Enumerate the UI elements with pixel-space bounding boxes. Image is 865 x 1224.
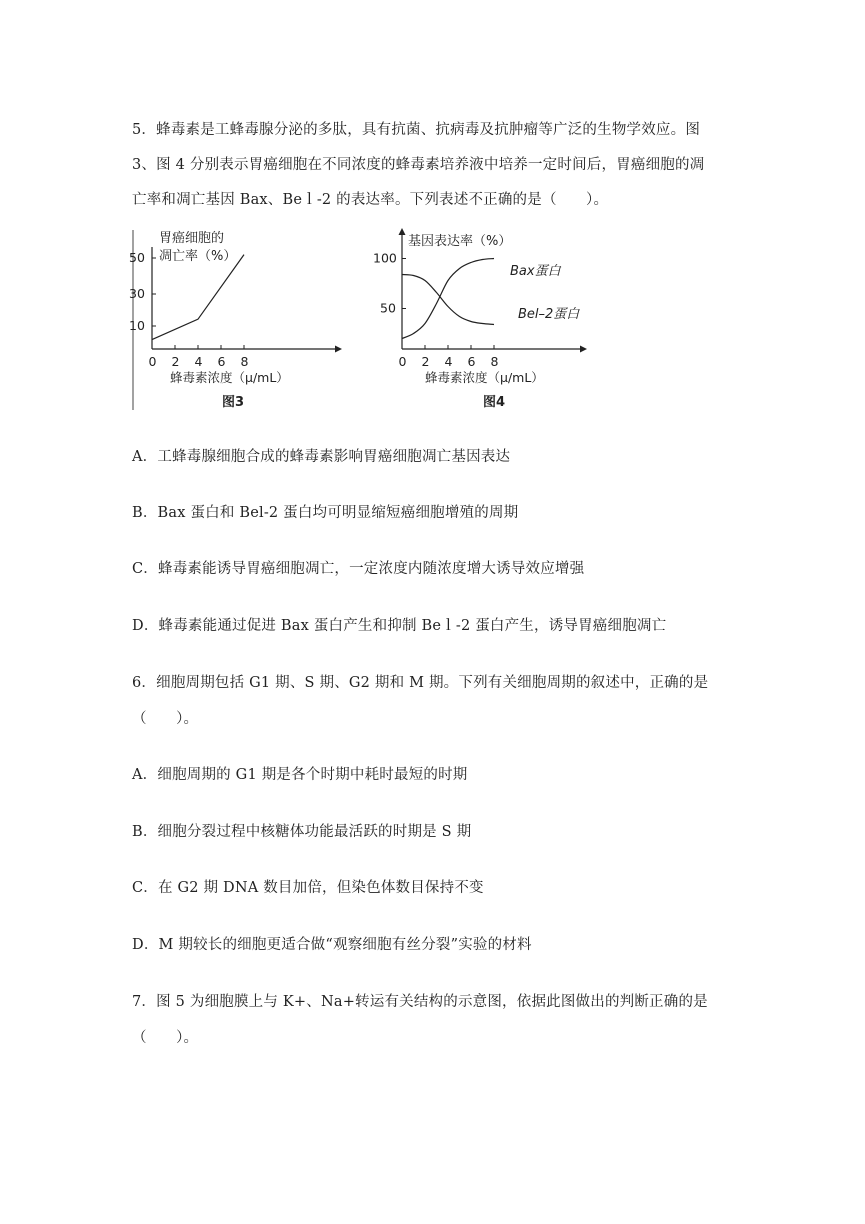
q6-option-b: B．细胞分裂过程中核糖体功能最活跃的时期是 S 期 xyxy=(132,824,472,840)
x-tick-label: 0 xyxy=(148,354,157,369)
x-tick-label: 8 xyxy=(240,354,249,369)
x-axis-arrow xyxy=(580,346,587,353)
figure-4-chart xyxy=(370,225,620,415)
bax-protein-line xyxy=(402,259,494,339)
x-tick-label: 4 xyxy=(444,354,453,369)
bax-series-label: Bax蛋白 xyxy=(510,264,561,279)
figure-4-caption: 图4 xyxy=(483,395,506,410)
q5-option-c: C．蜂毒素能诱导胃癌细胞凋亡，一定浓度内随浓度增大诱导效应增强 xyxy=(132,561,585,577)
x-tick-label: 2 xyxy=(421,354,430,369)
x-axis-label: 蜂毒素浓度（μ/mL） xyxy=(170,370,289,385)
q6-stem-line-1: 6．细胞周期包括 G1 期、S 期、G2 期和 M 期。下列有关细胞周期的叙述中，正确的是 xyxy=(132,675,709,691)
y-axis-label-line-1: 胃癌细胞的 xyxy=(159,231,225,246)
q7-stem-line-2: （ ）。 xyxy=(132,1030,199,1046)
y-tick-label: 50 xyxy=(129,250,145,265)
bel2-series-label: Bel–2蛋白 xyxy=(518,307,580,322)
x-tick-label: 8 xyxy=(490,354,499,369)
bel2-protein-line xyxy=(402,275,494,325)
y-axis-arrow xyxy=(399,228,406,235)
x-tick-label: 0 xyxy=(398,354,407,369)
x-tick-label: 6 xyxy=(467,354,476,369)
y-tick-label: 100 xyxy=(373,250,397,266)
y-tick-label: 30 xyxy=(129,286,145,301)
q5-stem-line-1: 5．蜂毒素是工蜂毒腺分泌的多肽，具有抗菌、抗病毒及抗肿瘤等广泛的生物学效应。图 xyxy=(132,122,701,138)
y-tick-label: 10 xyxy=(129,318,145,333)
x-tick-label: 4 xyxy=(194,354,203,369)
x-tick-label: 2 xyxy=(171,354,180,369)
q5-option-a: A．工蜂毒腺细胞合成的蜂毒素影响胃癌细胞凋亡基因表达 xyxy=(132,449,511,465)
q6-option-a: A．细胞周期的 G1 期是各个时期中耗时最短的时期 xyxy=(132,767,468,783)
q5-option-b: B．Bax 蛋白和 Bel-2 蛋白均可明显缩短癌细胞增殖的周期 xyxy=(132,505,519,521)
y-axis-label: 基因表达率（%） xyxy=(408,234,512,249)
x-tick-label: 6 xyxy=(217,354,226,369)
x-axis-arrow xyxy=(335,346,342,353)
y-axis-label-line-2: 凋亡率（%） xyxy=(159,249,237,264)
q6-option-d: D．M 期较长的细胞更适合做“观察细胞有丝分裂”实验的材料 xyxy=(132,937,532,953)
q6-stem-line-2: （ ）。 xyxy=(132,711,199,727)
figure-3-chart xyxy=(125,225,345,415)
q5-stem-line-3: 亡率和凋亡基因 Bax、Beｌ-2 的表达率。下列表述不正确的是（ ）。 xyxy=(132,192,609,208)
q5-stem-line-2: 3、图 4 分别表示胃癌细胞在不同浓度的蜂毒素培养液中培养一定时间后，胃癌细胞的凋 xyxy=(132,157,705,173)
figure-3-caption: 图3 xyxy=(222,395,245,410)
q6-option-c: C．在 G2 期 DNA 数目加倍，但染色体数目保持不变 xyxy=(132,880,484,896)
apoptosis-rate-line xyxy=(152,255,244,340)
q7-stem-line-1: 7．图 5 为细胞膜上与 K+、Na+转运有关结构的示意图，依据此图做出的判断正确的是 xyxy=(132,994,708,1010)
y-tick-label: 50 xyxy=(380,300,396,316)
x-axis-label: 蜂毒素浓度（μ/mL） xyxy=(425,370,544,385)
q5-option-d: D．蜂毒素能通过促进 Bax 蛋白产生和抑制 Beｌ-2 蛋白产生，诱导胃癌细胞凋亡 xyxy=(132,618,667,634)
